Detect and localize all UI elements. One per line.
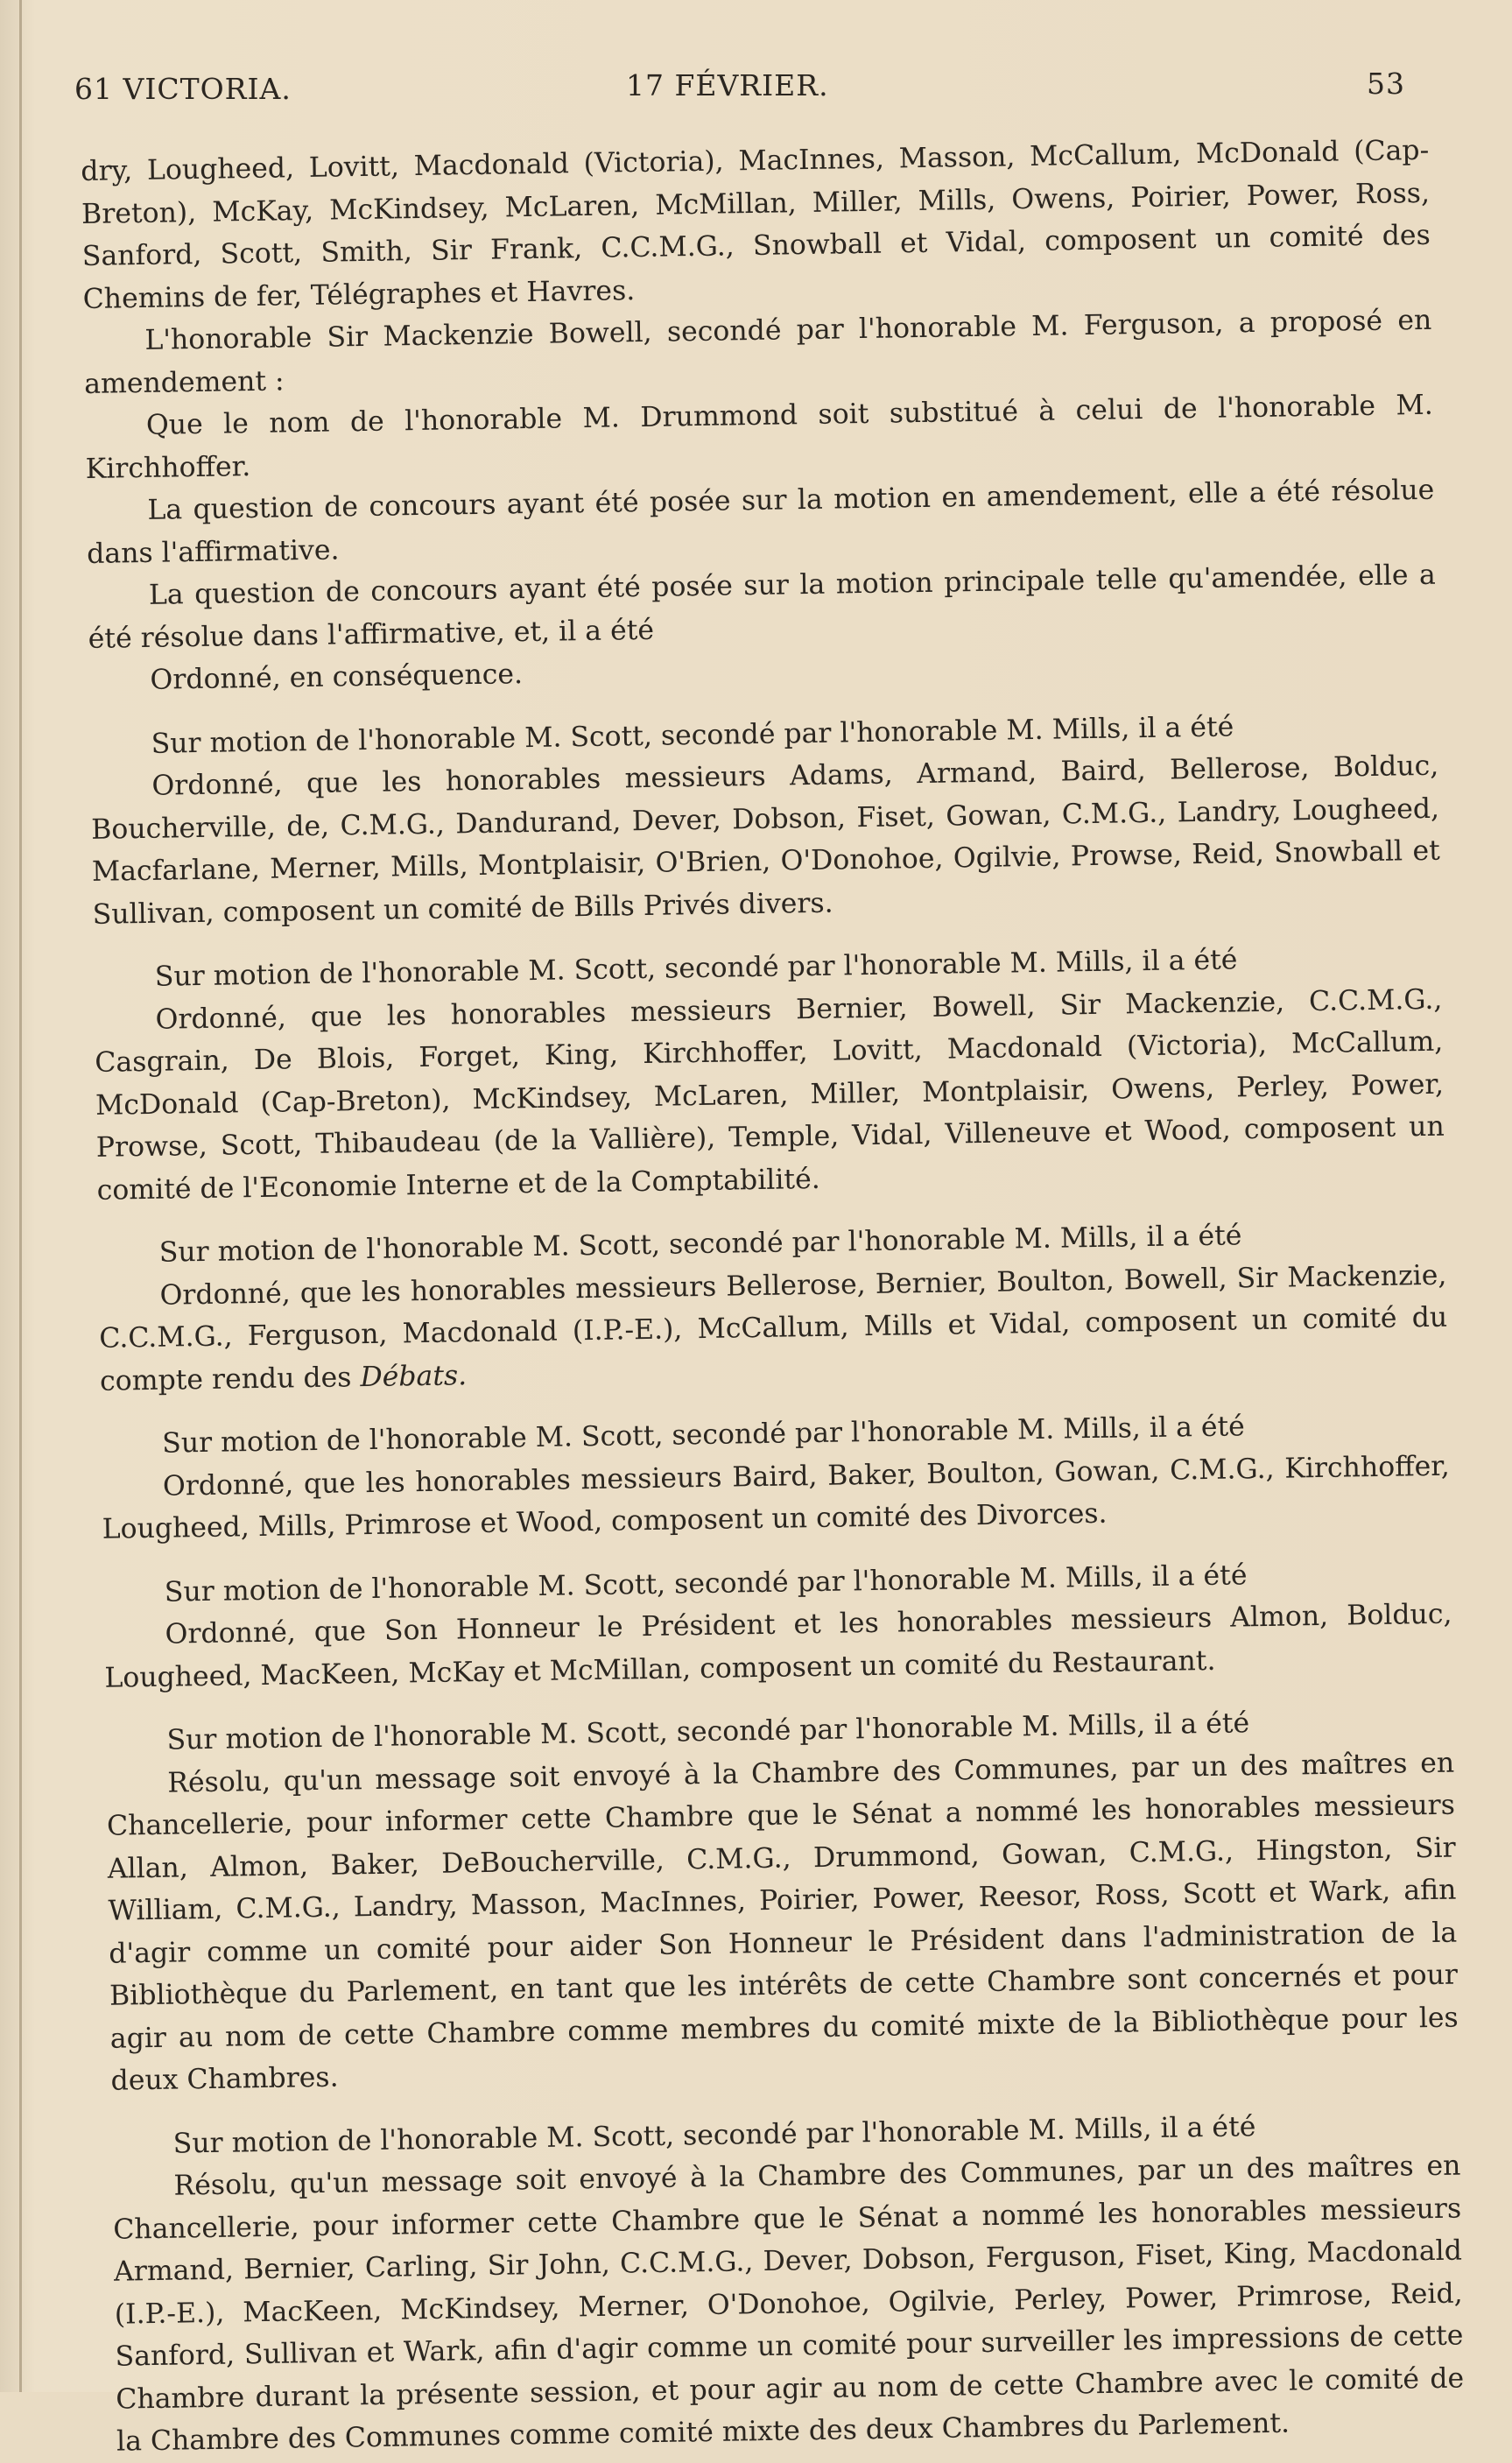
page-header	[74, 67, 1405, 116]
paragraph-amendment-proposal: L'honorable Sir Mackenzie Bowell, secondé par l'honorable M. Ferguson, a proposé en amendement :	[83, 304, 1432, 400]
debates-italic: Débats.	[360, 1359, 468, 1393]
motion-divorces-intro: Sur motion de l'honorable M. Scott, secondé par l'honorable M. Mills, il a été	[161, 1411, 1246, 1460]
motion-restaurant-order: Ordonné, que Son Honneur le Président et les honorables messieurs Almon, Bolduc, Lougheed, MacKeen, McKay et McMillan, composent un comité du Restaurant.	[104, 1598, 1452, 1694]
motion-private-bills-intro: Sur motion de l'honorable M. Scott, secondé par l'honorable M. Mills, il a été	[151, 710, 1234, 760]
motion-debates-intro: Sur motion de l'honorable M. Scott, secondé par l'honorable M. Mills, il a été	[158, 1220, 1242, 1269]
document-body	[81, 130, 1465, 2463]
motion-library-resolution: Résolu, qu'un message soit envoyé à la Chambre des Communes, par un des maîtres en Chancellerie, pour informer cette Chambre que le Sénat a nommé les honorables messieurs Allan, Almon, Baker, DeBoucherville, C.M.G., Drummond, Gowan, C.M.G., Hingston, Sir William, C.M.G., Landry, Masson, MacInnes, Poirier, Power, Reesor, Ross, Scott et Wark, afin d'agir comme un comité pour aider Son Honneur le Président dans l'administration de la Bibliothèque du Parlement, en tant que les intérêts de cette Chambre sont concernés et pour agir au nom de cette Chambre comme membres du comité mixte de la Bibliothèque pour les deux Chambres.	[106, 1747, 1459, 2097]
motion-private-bills-order: Ordonné, que les honorables messieurs Adams, Armand, Baird, Bellerose, Bolduc, Boucherville, de, C.M.G., Dandurand, Dever, Dobson, Fiset, Gowan, C.M.G., Landry, Lougheed, Macfarlane, Merner, Mills, Montplaisir, O'Brien, O'Donohoe, Ogilvie, Prowse, Reid, Snowball et Sullivan, composent un comité de Bills Privés divers.	[90, 749, 1441, 931]
motion-internal-economy-intro: Sur motion de l'honorable M. Scott, secondé par l'honorable M. Mills, il a été	[154, 944, 1238, 993]
paragraph-amendment-text: Que le nom de l'honorable M. Drummond soit substitué à celui de l'honorable M. Kirchhoffer.	[85, 389, 1434, 485]
paragraph-ordered: Ordonné, en conséquence.	[150, 658, 524, 696]
page-spine-shadow	[19, 0, 22, 2392]
paragraph-main-motion-resolved: La question de concours ayant été posée sur la motion principale telle qu'amendée, elle a été résolue dans l'affirmative, et, il a été	[88, 559, 1437, 655]
motion-internal-economy-order: Ordonné, que les honorables messieurs Bernier, Bowell, Sir Mackenzie, C.C.M.G., Casgrain, De Blois, Forget, King, Kirchhoffer, Lovitt, Macdonald (Victoria), McCallum, McDonald (Cap-Breton), McKindsey, McLaren, Miller, Montplaisir, Owens, Perley, Power, Prowse, Scott, Thibaudeau (de la Vallière), Temple, Vidal, Villeneuve et Wood, composent un comité de l'Economie Interne et de la Comptabilité.	[95, 983, 1445, 1207]
header-date: 17 FÉVRIER.	[626, 68, 829, 102]
header-session: 61 VICTORIA.	[74, 72, 292, 106]
paragraph-amendment-resolved: La question de concours ayant été posée sur la motion en amendement, elle a été résolue dans l'affirmative.	[86, 474, 1435, 570]
motion-debates-order	[98, 1254, 1448, 1403]
motion-printing-resolution: Résolu, qu'un message soit envoyé à la Chambre des Communes, par un des maîtres en Chancellerie, pour informer cette Chambre que le Sénat a nommé les honorables messieurs Armand, Bernier, Carling, Sir John, C.C.M.G., Dever, Dobson, Ferguson, Fiset, King, Macdonald (I.P.-E.), MacKeen, McKindsey, Merner, O'Donohoe, Ogilvie, Perley, Power, Primrose, Reid, Sanford, Sullivan et Wark, afin d'agir comme un comité pour surveiller les impressions de cette Chambre durant la présente session, et pour agir au nom de cette Chambre avec le comité de la Chambre des Communes comme comité mixte des deux Chambres du Parlement.	[113, 2150, 1465, 2458]
motion-restaurant-intro: Sur motion de l'honorable M. Scott, secondé par l'honorable M. Mills, il a été	[164, 1559, 1248, 1608]
motion-debates-order-text: Ordonné, que les honorables messieurs Bellerose, Bernier, Boulton, Bowell, Sir Mackenzie, C.C.M.G., Ferguson, Macdonald (I.P.-E.), McCallum, Mills et Vidal, composent un comité du compte rendu des	[99, 1259, 1448, 1397]
motion-library-intro: Sur motion de l'honorable M. Scott, secondé par l'honorable M. Mills, il a été	[166, 1707, 1250, 1756]
motion-printing-intro: Sur motion de l'honorable M. Scott, secondé par l'honorable M. Mills, il a été	[172, 2110, 1256, 2160]
page-number: 53	[1367, 67, 1405, 101]
paragraph-railway-committee: dry, Lougheed, Lovitt, Macdonald (Victoria), MacInnes, Masson, McCallum, McDonald (Cap-Breton), McKay, McKindsey, McLaren, McMillan, Miller, Mills, Owens, Poirier, Power, Ross, Sanford, Scott, Smith, Sir Frank, C.C.M.G., Snowball et Vidal, composent un comité des Chemins de fer, Télégraphes et Havres.	[81, 134, 1431, 315]
motion-divorces-order: Ordonné, que les honorables messieurs Baird, Baker, Boulton, Gowan, C.M.G., Kirchhoffer, Lougheed, Mills, Primrose et Wood, composent un comité des Divorces.	[102, 1450, 1451, 1545]
